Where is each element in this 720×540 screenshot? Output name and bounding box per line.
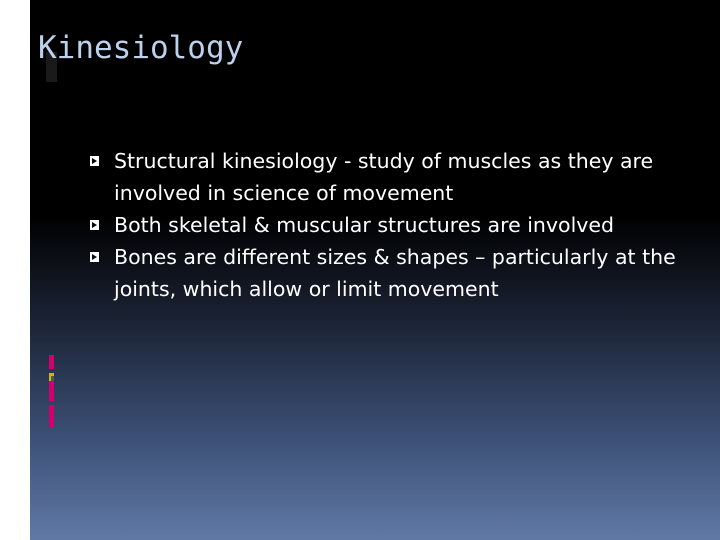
bullet-item <box>90 241 690 305</box>
bullet-item <box>90 145 690 209</box>
bullet-text: Structural kinesiology - study of muscles as they are involved in science of movement <box>114 149 654 205</box>
square-bullet-icon <box>90 220 99 230</box>
square-bullet-icon <box>90 252 99 262</box>
square-bullet-icon <box>90 156 99 166</box>
bullet-text: Bones are different sizes & shapes – particularly at the joints, which allow or limit movement <box>114 245 676 301</box>
accent-bar-magenta <box>49 381 54 401</box>
bullet-list <box>90 145 690 305</box>
slide-title: Kinesiology <box>38 30 244 66</box>
accent-bar-magenta <box>49 405 54 428</box>
accent-bar-magenta <box>49 355 54 369</box>
bullet-item <box>90 209 690 241</box>
bullet-text: Both skeletal & muscular structures are involved <box>114 213 615 237</box>
